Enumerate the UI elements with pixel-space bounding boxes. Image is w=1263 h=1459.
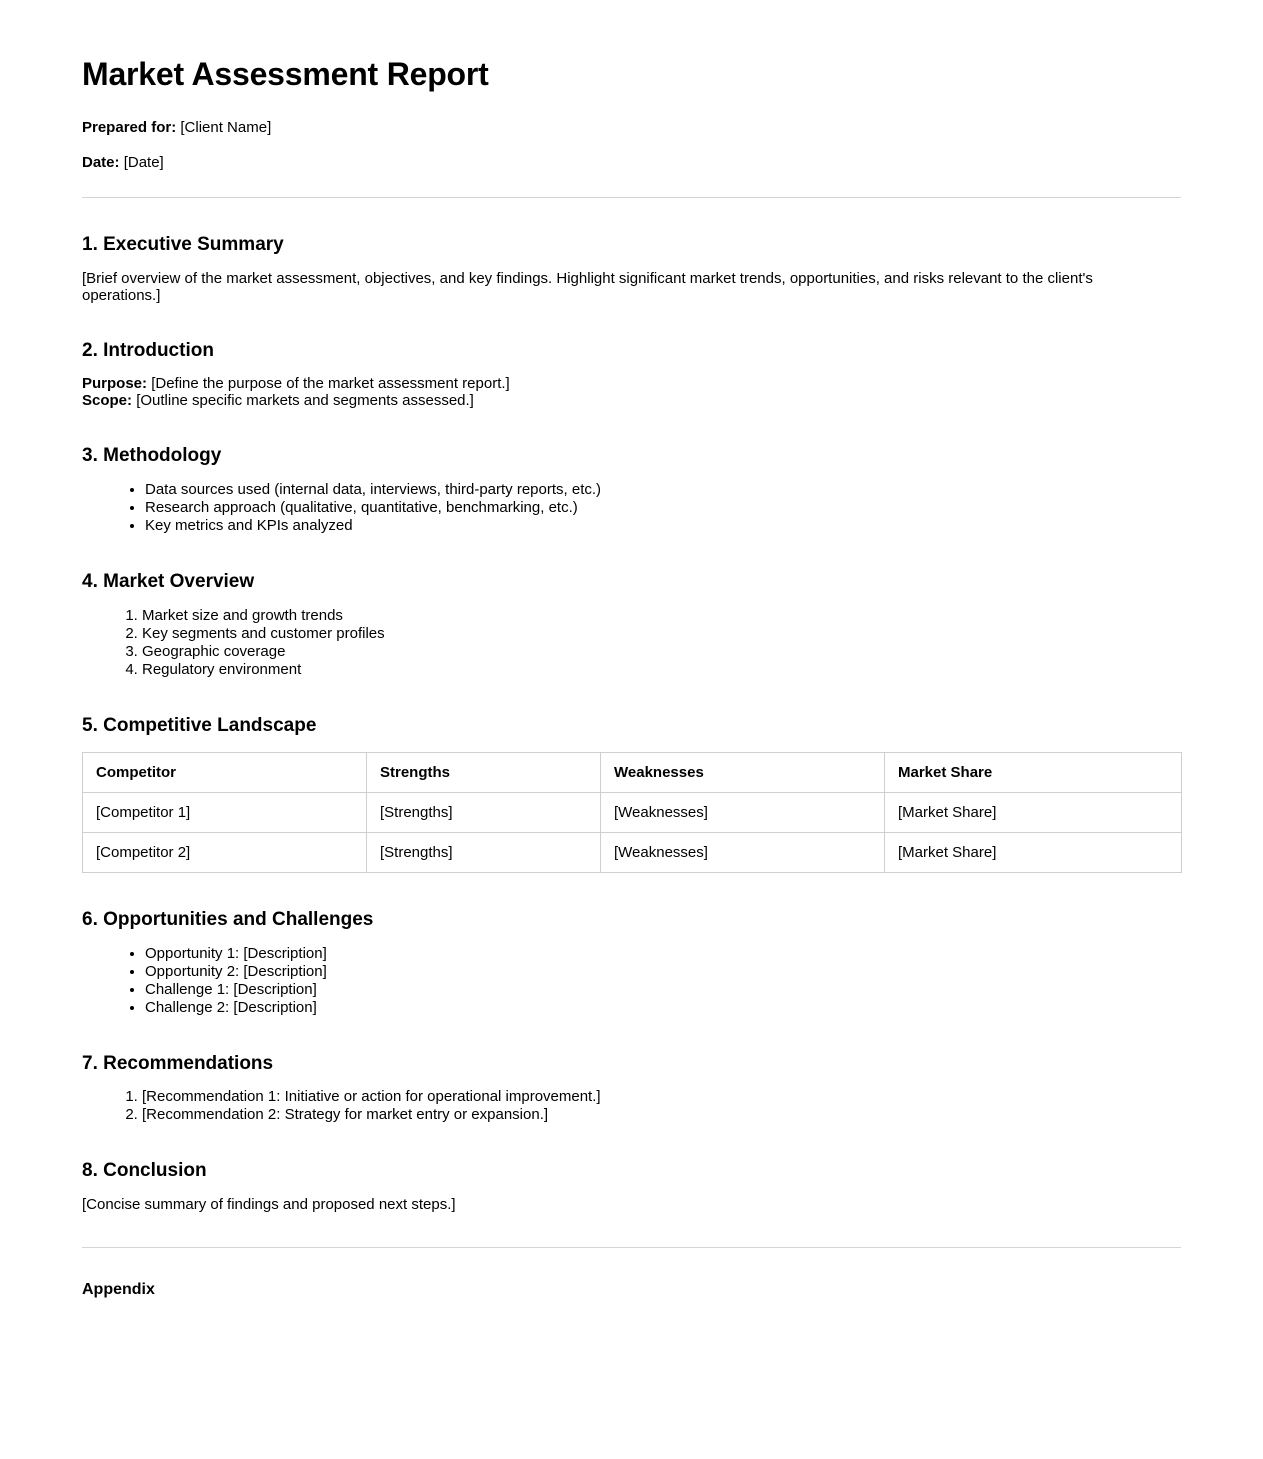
market-overview-list — [82, 607, 1181, 679]
recommendations-list — [82, 1088, 1181, 1124]
list-item: • Opportunity 1: [Description] — [145, 945, 1181, 963]
table-row — [83, 832, 1182, 872]
date-line — [82, 154, 1181, 171]
section-heading-methodology: 3. Methodology — [82, 445, 222, 467]
section-heading-conclusion: 8. Conclusion — [82, 1160, 207, 1182]
footer-divider — [82, 1247, 1181, 1248]
list-item: • Opportunity 2: [Description] — [145, 963, 1181, 981]
list-item: • Key metrics and KPIs analyzed — [145, 517, 1181, 535]
scope-label: Scope: — [82, 392, 133, 410]
prepared-for-line — [82, 119, 1181, 136]
list-item: • Challenge 2: [Description] — [145, 999, 1181, 1017]
list-item: 1. Market size and growth trends — [142, 607, 1181, 625]
page-title: Market Assessment Report — [82, 56, 489, 92]
conclusion-body: [Concise summary of findings and proposed next steps.] — [82, 1196, 456, 1214]
list-item: • Challenge 1: [Description] — [145, 981, 1181, 999]
list-item: 1. [Recommendation 1: Initiative or action for operational improvement.] — [142, 1088, 1181, 1106]
cell-weaknesses: [Weaknesses] — [601, 832, 885, 872]
section-heading-introduction: 2. Introduction — [82, 339, 214, 361]
column-header-market-share: Market Share — [885, 752, 1182, 792]
methodology-list — [82, 481, 1181, 535]
list-item: 2. Key segments and customer profiles — [142, 625, 1181, 643]
cell-market-share: [Market Share] — [885, 792, 1182, 832]
prepared-for-label: Prepared for: — [82, 118, 177, 136]
cell-strengths: [Strengths] — [367, 832, 601, 872]
section-heading-executive-summary: 1. Executive Summary — [82, 233, 284, 255]
purpose-value: [Define the purpose of the market assessment report.] — [151, 375, 510, 393]
column-header-weaknesses: Weaknesses — [601, 752, 885, 792]
list-item: 4. Regulatory environment — [142, 661, 1181, 679]
list-item: 3. Geographic coverage — [142, 643, 1181, 661]
opportunities-and-challenges-list — [82, 945, 1181, 1017]
column-header-strengths: Strengths — [367, 752, 601, 792]
purpose-label: Purpose: — [82, 375, 148, 393]
list-item: • Research approach (qualitative, quantitative, benchmarking, etc.) — [145, 499, 1181, 517]
cell-competitor: [Competitor 2] — [83, 832, 367, 872]
competitive-landscape-table — [82, 752, 1182, 873]
section-heading-market-overview: 4. Market Overview — [82, 571, 255, 593]
table-row — [83, 792, 1182, 832]
list-item: 2. [Recommendation 2: Strategy for market entry or expansion.] — [142, 1106, 1181, 1124]
section-heading-competitive-landscape: 5. Competitive Landscape — [82, 714, 317, 736]
section-heading-recommendations: 7. Recommendations — [82, 1052, 274, 1074]
date-label: Date: — [82, 153, 120, 171]
date-value: [Date] — [123, 153, 164, 171]
header-divider — [82, 197, 1181, 198]
cell-strengths: [Strengths] — [367, 792, 601, 832]
introduction-body — [82, 375, 1172, 409]
bottom-spacer — [82, 1299, 1181, 1419]
list-item: • Data sources used (internal data, interviews, third-party reports, etc.) — [145, 481, 1181, 499]
section-heading-opportunities-and-challenges: 6. Opportunities and Challenges — [82, 908, 374, 930]
executive-summary-body: [Brief overview of the market assessment, objectives, and key findings. Highlight significant market trends, opportunities, and risks relevant to the client's operations.] — [82, 269, 1093, 304]
prepared-for-value: [Client Name] — [180, 118, 272, 136]
table-header-row — [83, 752, 1182, 792]
cell-competitor: [Competitor 1] — [83, 792, 367, 832]
scope-value: [Outline specific markets and segments assessed.] — [136, 392, 474, 410]
cell-weaknesses: [Weaknesses] — [601, 792, 885, 832]
cell-market-share: [Market Share] — [885, 832, 1182, 872]
appendix-heading: Appendix — [82, 1281, 155, 1299]
column-header-competitor: Competitor — [83, 752, 367, 792]
